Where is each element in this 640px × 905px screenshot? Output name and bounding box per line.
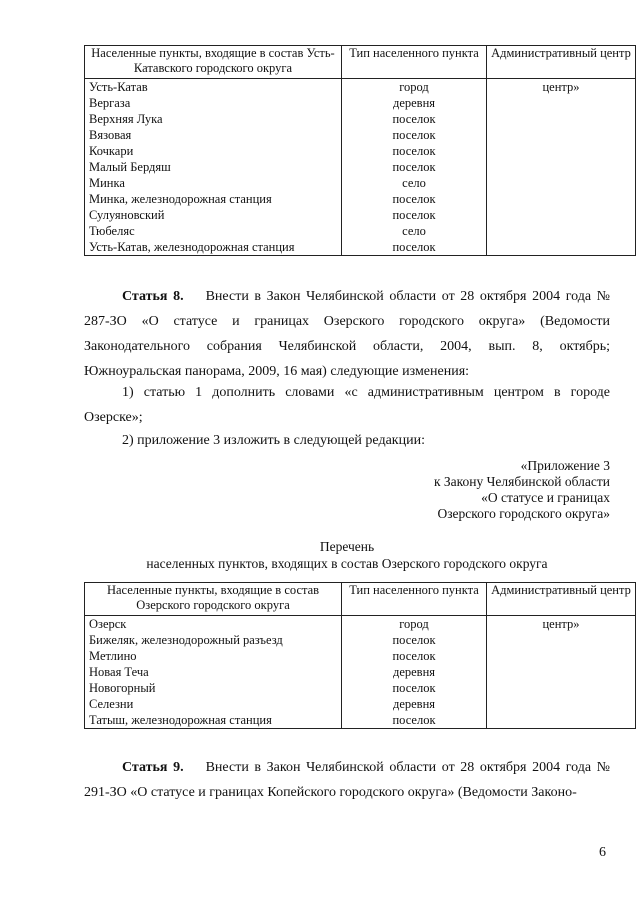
article-9-text: Внести в Закон Челябинской области от 28 октября 2004 года № 291-ЗО «О статусе и границах Копейского городского округа» (Ведомости Законо-	[84, 760, 611, 800]
header-admin-center: Административный центр	[487, 46, 636, 79]
settlement-name: Усть-Катав	[85, 79, 342, 96]
appendix-line-2: к Закону Челябинской области	[433, 474, 610, 489]
settlement-name: Вязовая	[85, 127, 342, 143]
table-row	[85, 111, 636, 127]
settlement-type: поселок	[342, 680, 487, 696]
appendix-heading	[434, 458, 610, 522]
appendix-line-3: «О статусе и границах	[481, 490, 610, 505]
table-row	[85, 696, 636, 712]
admin-center	[487, 239, 636, 256]
list-title	[84, 538, 610, 572]
table-row	[85, 143, 636, 159]
admin-center	[487, 175, 636, 191]
settlement-type: поселок	[342, 207, 487, 223]
table-row	[85, 648, 636, 664]
settlement-name: Новая Теча	[85, 664, 342, 680]
table-row	[85, 680, 636, 696]
admin-center: центр»	[487, 616, 636, 633]
settlement-name: Усть-Катав, железнодорожная станция	[85, 239, 342, 256]
header-admin-center: Административный центр	[487, 583, 636, 616]
admin-center	[487, 159, 636, 175]
admin-center	[487, 191, 636, 207]
article-8-paragraph	[84, 284, 610, 384]
settlement-type: село	[342, 175, 487, 191]
settlement-type: село	[342, 223, 487, 239]
settlement-name: Сулуяновский	[85, 207, 342, 223]
settlements-table-ozersk	[84, 582, 636, 729]
admin-center	[487, 223, 636, 239]
header-settlements: Населенные пункты, входящие в состав Усть-Катавского городского округа	[85, 46, 342, 79]
settlement-name: Новогорный	[85, 680, 342, 696]
admin-center	[487, 95, 636, 111]
appendix-line-4: Озерского городского округа»	[437, 506, 610, 521]
settlement-name: Кочкари	[85, 143, 342, 159]
settlement-type: поселок	[342, 632, 487, 648]
table-row	[85, 79, 636, 96]
settlement-name: Малый Бердяш	[85, 159, 342, 175]
admin-center	[487, 664, 636, 680]
admin-center	[487, 680, 636, 696]
settlement-type: поселок	[342, 648, 487, 664]
settlement-type: город	[342, 79, 487, 96]
article-8-item-1: 1) статью 1 дополнить словами «с административным центром в городе Озерске»;	[84, 385, 610, 425]
settlement-type: поселок	[342, 127, 487, 143]
admin-center	[487, 712, 636, 729]
table-row	[85, 632, 636, 648]
settlement-name: Метлино	[85, 648, 342, 664]
list-title-line-1: Перечень	[319, 539, 375, 554]
admin-center	[487, 696, 636, 712]
settlement-type: поселок	[342, 159, 487, 175]
settlement-name: Минка	[85, 175, 342, 191]
settlement-type: поселок	[342, 239, 487, 256]
table-row	[85, 207, 636, 223]
table-row	[85, 664, 636, 680]
admin-center	[487, 111, 636, 127]
settlement-type: поселок	[342, 712, 487, 729]
settlement-type: поселок	[342, 143, 487, 159]
article-9-label: Статья 9.	[122, 760, 184, 775]
settlement-type: поселок	[342, 191, 487, 207]
settlement-type: деревня	[342, 95, 487, 111]
settlement-name: Вергаза	[85, 95, 342, 111]
table-row	[85, 95, 636, 111]
settlement-name: Тюбеляс	[85, 223, 342, 239]
settlement-name: Селезни	[85, 696, 342, 712]
settlement-type: город	[342, 616, 487, 633]
list-title-line-2: населенных пунктов, входящих в состав Озерского городского округа	[146, 556, 548, 571]
table-row	[85, 175, 636, 191]
page-number: 6	[599, 845, 606, 860]
settlement-name: Минка, железнодорожная станция	[85, 191, 342, 207]
admin-center	[487, 648, 636, 664]
table-row	[85, 127, 636, 143]
admin-center	[487, 207, 636, 223]
article-8-item-2: 2) приложение 3 изложить в следующей редакции:	[122, 433, 425, 448]
settlement-type: поселок	[342, 111, 487, 127]
settlement-name: Бижеляк, железнодорожный разъезд	[85, 632, 342, 648]
admin-center: центр»	[487, 79, 636, 96]
header-settlements: Населенные пункты, входящие в состав Озерского городского округа	[85, 583, 342, 616]
header-type: Тип населенного пункта	[342, 583, 487, 616]
settlement-type: деревня	[342, 664, 487, 680]
table-row	[85, 191, 636, 207]
settlement-name: Озерск	[85, 616, 342, 633]
table-row	[85, 223, 636, 239]
article-8-text: Внести в Закон Челябинской области от 28 октября 2004 года № 287-ЗО «О статусе и границах Озерского городского округа» (Ведомости Законодательного собрания Челябинской области, 2004, вып. 8, октябрь; Южноуральская панорама, 2009, 16 мая) следующие изменения:	[84, 289, 611, 379]
settlement-name: Татыш, железнодорожная станция	[85, 712, 342, 729]
table-row	[85, 239, 636, 256]
table-row	[85, 712, 636, 729]
article-8-label: Статья 8.	[122, 289, 184, 304]
settlements-table-ust-katav	[84, 45, 636, 256]
settlement-name: Верхняя Лука	[85, 111, 342, 127]
admin-center	[487, 143, 636, 159]
header-type: Тип населенного пункта	[342, 46, 487, 79]
table-row	[85, 616, 636, 633]
admin-center	[487, 632, 636, 648]
table-row	[85, 159, 636, 175]
appendix-line-1: «Приложение 3	[520, 458, 610, 473]
article-9-paragraph	[84, 755, 610, 805]
admin-center	[487, 127, 636, 143]
settlement-type: деревня	[342, 696, 487, 712]
